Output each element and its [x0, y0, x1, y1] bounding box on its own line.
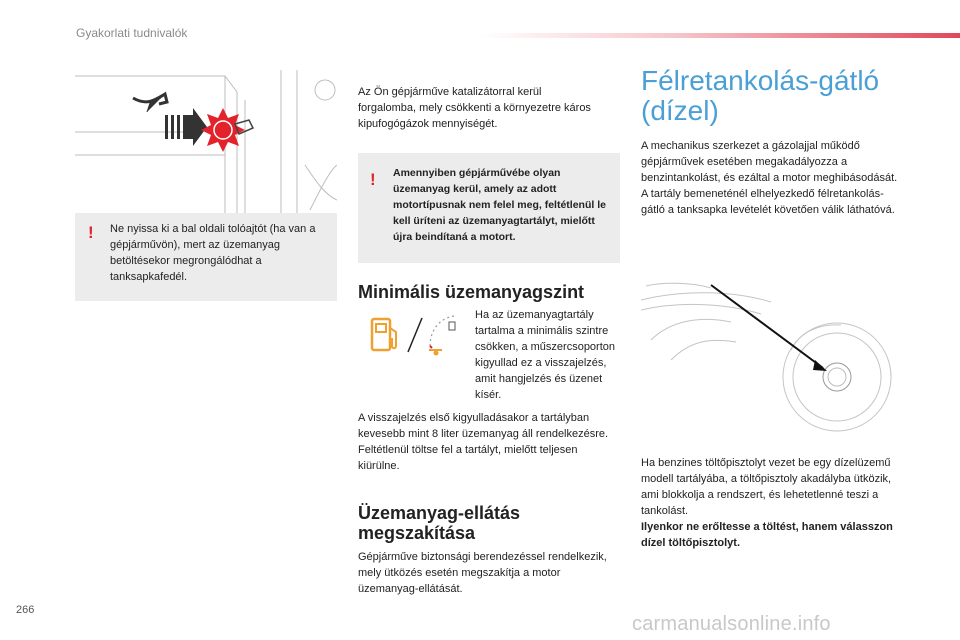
misfuel-bottom-bold: Ilyenkor ne erőltesse a töltést, hanem válasszon dízel töltőpisztolyt. — [641, 521, 893, 549]
misfuel-paragraph-1: A mechanikus szerkezet a gázolajjal működő gépjárművek esetében megakadályozza a benzintankolást, és ezáltal a motor meghibásodását. — [641, 140, 898, 184]
watermark: carmanualsonline.info — [632, 613, 831, 635]
warning-mark: ! — [370, 170, 376, 189]
left-warning-box — [75, 213, 337, 301]
min-fuel-heading: Minimális üzemanyagszint — [358, 282, 585, 302]
header-accent-bar — [480, 33, 960, 38]
middle-warning-box — [358, 153, 620, 263]
warning-mark: ! — [88, 223, 94, 242]
fuel-door-illustration — [75, 70, 337, 215]
page-header-title: Gyakorlati tudnivalók — [76, 26, 188, 40]
misfuel-bottom-paragraph: Ha benzines töltőpisztolyt vezet be egy dízelüzemű modell tartályába, a töltőpisztoly akadályba ütközik, ami blokkolja a rendszert, és lehetetlenné teszi a tankolást. — [641, 457, 892, 517]
supply-cut-heading: Üzemanyag-ellátás megszakítása — [358, 503, 521, 543]
supply-cut-body: Gépjárműve biztonsági berendezéssel rendelkezik, mely ütközés esetén megszakítja a motor üzemanyag-ellátását. — [358, 551, 607, 595]
min-fuel-body — [358, 410, 620, 474]
misfuel-paragraph-2: A tartály bemeneténél elhelyezkedő félretankolás-gátló a tanksapka levételét követően válik láthatóvá. — [641, 188, 895, 216]
misfuel-bottom-text — [641, 455, 903, 551]
misfuel-heading: Félretankolás-gátló (dízel) — [641, 65, 880, 126]
min-fuel-icon-text: Ha az üzemanyagtartály tartalma a minimális szintre csökken, a műszercsoporton kigyullad ez a visszajelzés, amit hangjelzés és üzenet kísér. — [475, 309, 616, 401]
min-fuel-paragraph-2: Feltétlenül töltse fel a tartályt, mielőtt teljesen kiürülne. — [358, 444, 578, 472]
misfuel-device-illustration — [641, 280, 903, 440]
fuel-pump-icon — [368, 316, 402, 354]
middle-warning-text: Amennyiben gépjárművébe olyan üzemanyag kerül, amely az adott motortípusnak nem felel meg, feltétlenül le kell üríteni az üzemanyagtartályt, mielőtt újra beindítaná a motort. — [393, 167, 606, 243]
page-number: 266 — [16, 604, 35, 616]
separator-slash — [404, 316, 426, 354]
misfuel-body — [641, 138, 903, 218]
fuel-gauge-icon — [426, 310, 462, 356]
catalyst-intro-text: Az Ön gépjárműve katalizátorral kerül forgalomba, mely csökkenti a környezetre káros kipufogógázok mennyiségét. — [358, 86, 591, 130]
left-warning-text: Ne nyissa ki a bal oldali tolóajtót (ha van a gépjárművön), mert az üzemanyag betöltésekor megrongálódhat a tanksapkafedél. — [110, 223, 316, 283]
min-fuel-paragraph-1: A visszajelzés első kigyulladásakor a tartályban kevesebb mint 8 liter üzemanyag áll rendelkezésre. — [358, 412, 609, 440]
